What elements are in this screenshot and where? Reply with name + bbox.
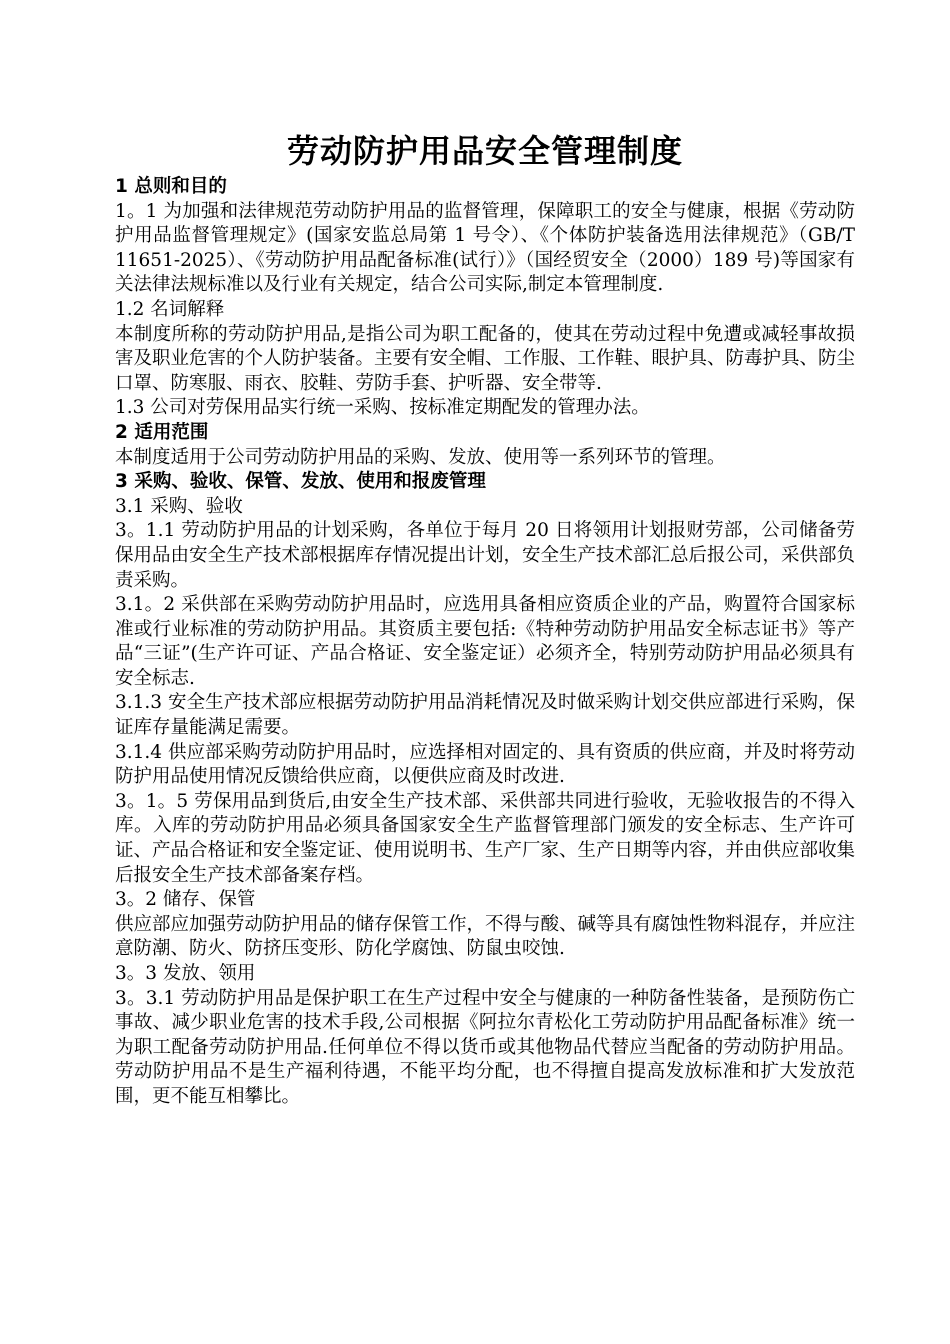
document-title: 劳动防护用品安全管理制度 (286, 132, 683, 170)
paragraph: 3.1.3 安全生产技术部应根据劳动防护用品消耗情况及时做采购计划交供应部进行采购，保证库存量能满足需要。 (115, 692, 855, 739)
document-body (115, 128, 855, 1110)
subsection-heading: 1.3 公司对劳保用品实行统一采购、按标准定期配发的管理办法。 (115, 397, 650, 419)
paragraph: 3.1。2 采供部在采购劳动防护用品时，应选用具备相应资质企业的产品，购置符合国家标准或行业标准的劳动防护用品。其资质主要包括:《特种劳动防护用品安全标志证书》等产品“三证”(生产许可证、产品合格证、安全鉴定证）必须齐全，特别劳动防护用品必须具有安全标志. (115, 594, 855, 689)
paragraph: 本制度适用于公司劳动防护用品的采购、发放、使用等一系列环节的管理。 (115, 446, 726, 468)
paragraph: 供应部应加强劳动防护用品的储存保管工作，不得与酸、碱等具有腐蚀性物料混存，并应注意防潮、防火、防挤压变形、防化学腐蚀、防鼠虫咬蚀. (115, 913, 856, 960)
section-heading: 3 采购、验收、保管、发放、使用和报废管理 (115, 471, 486, 493)
paragraph: 3。1.1 劳动防护用品的计划采购，各单位于每月 20 日将领用计划报财劳部，公司储备劳保用品由安全生产技术部根据库存情况提出计划，安全生产技术部汇总后报公司，采供部负责采购。 (115, 520, 856, 591)
paragraph: 本制度所称的劳动防护用品,是指公司为职工配备的，使其在劳动过程中免遭或减轻事故损害及职业危害的个人防护装备。主要有安全帽、工作服、工作鞋、眼护具、防毒护具、防尘口罩、防寒服、雨衣、胶鞋、劳防手套、护听器、安全带等. (115, 323, 856, 394)
paragraph: 1。1 为加强和法律规范劳动防护用品的监督管理，保障职工的安全与健康，根据《劳动防护用品监督管理规定》(国家安监总局第 1 号令）、《个体防护装备选用法律规范》（GB/T 11651-2025）、《劳动防护用品配备标准(试行）》（国经贸安全（2000）189 号)等国家有关法律法规标准以及行业有关规定，结合公司实际,制定本管理制度. (115, 200, 855, 296)
paragraph: 3。1。5 劳保用品到货后,由安全生产技术部、采供部共同进行验收，无验收报告的不得入库。入库的劳动防护用品必须具备国家安全生产监督管理部门颁发的安全标志、生产许可证、产品合格证和安全鉴定证、使用说明书、生产厂家、生产日期等内容，并由供应部收集后报安全生产技术部备案存档。 (115, 790, 856, 886)
section-heading: 1 总则和目的 (115, 176, 227, 197)
subsection-heading: 1.2 名词解释 (115, 298, 225, 320)
paragraph: 3。3.1 劳动防护用品是保护职工在生产过程中安全与健康的一种防备性装备，是预防伤亡事故、减少职业危害的技术手段,公司根据《阿拉尔青松化工劳动防护用品配备标准》统一为职工配备劳动防护用品.任何单位不得以货币或其他物品代替应当配备的劳动防护用品。劳动防护用品不是生产福利待遇，不能平均分配，也不得擅自提高发放标准和扩大发放范围，更不能互相攀比。 (115, 987, 855, 1107)
subsection-heading: 3.1 采购、验收 (115, 495, 243, 517)
subsection-heading: 3。2 储存、保管 (115, 889, 256, 911)
section-heading: 2 适用范围 (115, 421, 209, 443)
subsection-heading: 3。3 发放、领用 (115, 963, 256, 984)
paragraph: 3.1.4 供应部采购劳动防护用品时，应选择相对固定的、具有资质的供应商，并及时将劳动防护用品使用情况反馈给供应商，以便供应商及时改进. (115, 741, 855, 788)
